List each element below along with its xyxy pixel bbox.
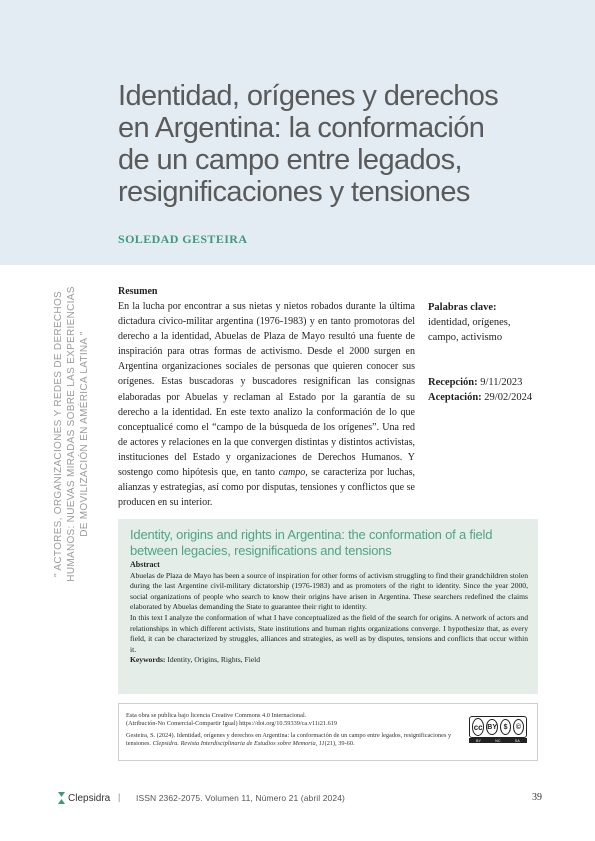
resumen-emphasis: campo — [278, 467, 306, 479]
cc-icon: cc — [472, 718, 484, 736]
license-line: Esta obra se publica bajo licencia Creative Commons 4.0 Internacional. — [126, 712, 307, 719]
keywords-line: identidad, orígenes, — [428, 317, 511, 328]
license-doi[interactable]: (Atribución-No Comercial-Compartir Igual) https://doi.org/10.59339/ca.v11i21.619 — [126, 720, 338, 728]
license-box — [118, 703, 538, 761]
title-line: resignificaciones y tensiones — [118, 176, 470, 208]
resumen-text-part: En la lucha por encontrar a sus nietas y nietos robados durante la última dictadura cívico-militar argentina (1976-1983) y en tanto promotoras del derecho a la identidad, Abuelas de Plaza de Mayo resultó una fuente de inspiración para otras formas de activismo. Desde el 2000 surgen en Argentina organizaciones sociales de personas que quieren conocer sus orígenes. Estas buscadoras y buscadores resignifican las consignas elaboradas por Abuelas y reclaman al Estado por la garantía de su derecho a la identidad. En este texto analizo la conformación de lo que conceptualicé como el “campo de la búsqueda de los orígenes”. Una red de actores y relaciones en la que convergen distintas y distintos activistas, instituciones del Estado y organizaciones de Derechos Humanos. Y sostengo como hipótesis que, en tanto — [118, 301, 415, 479]
resumen-heading: Resumen — [118, 286, 158, 297]
issn-info: ISSN 2362-2075. Volumen 11, Número 21 (abril 2024) — [136, 793, 345, 803]
abstract-paragraph: Abuelas de Plaza de Mayo has been a source of inspiration for other forms of activism struggling to find their grandchildren stolen during the last Argentine civil-military dictatorship (1976-1983) and as promoters of the right to identity. Since the year 2000, social organizations of people who search to know their origins have arisen in Argentina. These searchers redefined the claims elaborated by Abuelas demanding the State to guarantee their right to identity. — [130, 570, 528, 612]
citation: Gesteira, S. (2024). Identidad, orígenes y derechos en Argentina: la conformación de un campo entre legados, resignificaciones y tensiones. Clepsidra. Revista Interdisciplinaria de Estudios sobre Memoria, 11(21), 39-60. — [126, 731, 452, 748]
noncommercial-icon: $ — [500, 719, 511, 735]
keywords-heading: Palabras clave: — [428, 302, 497, 313]
author-name: SOLEDAD GESTEIRA — [118, 232, 248, 246]
hourglass-icon — [58, 792, 65, 804]
article-title — [118, 80, 558, 208]
title-line: de un campo entre legados, — [118, 144, 462, 176]
dossier-line: " ACTORES, ORGANIZACIONES Y REDES DE DERECHOS — [53, 291, 64, 577]
title-line: Identidad, orígenes y derechos — [118, 80, 499, 112]
dossier-line: DE MOVILIZACIÓN EN AMÉRICA LATINA " — [79, 331, 90, 537]
creative-commons-icon[interactable] — [469, 716, 527, 738]
page-footer — [58, 792, 548, 806]
attribution-icon: BY — [486, 719, 498, 735]
dates-block — [428, 375, 578, 405]
article-meta — [428, 300, 578, 405]
keywords-line: campo, activismo — [428, 332, 503, 343]
resumen-text — [118, 299, 415, 510]
cc-label-strip: BY NC SA — [469, 738, 527, 743]
received-date: Recepción: 9/11/2023 — [428, 377, 523, 388]
footer-separator: | — [118, 792, 121, 802]
english-keywords: Keywords: Identity, Origins, Rights, Field — [130, 655, 261, 665]
page-number: 39 — [532, 792, 542, 803]
title-line: en Argentina: la conformación — [118, 112, 485, 144]
english-title-line: between legacies, resignifications and tensions — [130, 543, 392, 558]
journal-logo — [58, 792, 110, 804]
accepted-date: Aceptación: 29/02/2024 — [428, 392, 533, 403]
resumen-text-part: , se caracteriza por luchas, alianzas y estrategias, así como por disputas, tensiones y conflictos que se producen en su interior. — [118, 467, 415, 509]
resumen-section — [118, 285, 415, 510]
abstract-heading: Abstract — [130, 560, 160, 569]
english-title — [130, 527, 530, 559]
english-abstract — [130, 560, 528, 666]
abstract-paragraph: In this text I analyze the conformation of what I have conceptualized as the field of the search for origins. A network of actors and relationships in which different activists, State institutions and human rights organizations converge. I hypothesize that, as every field, it can be characterized by struggles, alliances and strategies, as well as by disputes, tensions and conflicts that occur within it. — [130, 612, 528, 654]
english-title-line: Identity, origins and rights in Argentina: the conformation of a field — [130, 527, 493, 542]
journal-name: Clepsidra — [68, 792, 111, 804]
sharealike-icon: © — [513, 719, 524, 735]
dossier-vertical-label — [52, 264, 91, 604]
english-abstract-box — [118, 519, 538, 694]
license-text — [126, 712, 456, 749]
dossier-line: HUMANOS: NUEVAS MIRADAS SOBRE LAS EXPERIENCIAS — [66, 286, 77, 582]
